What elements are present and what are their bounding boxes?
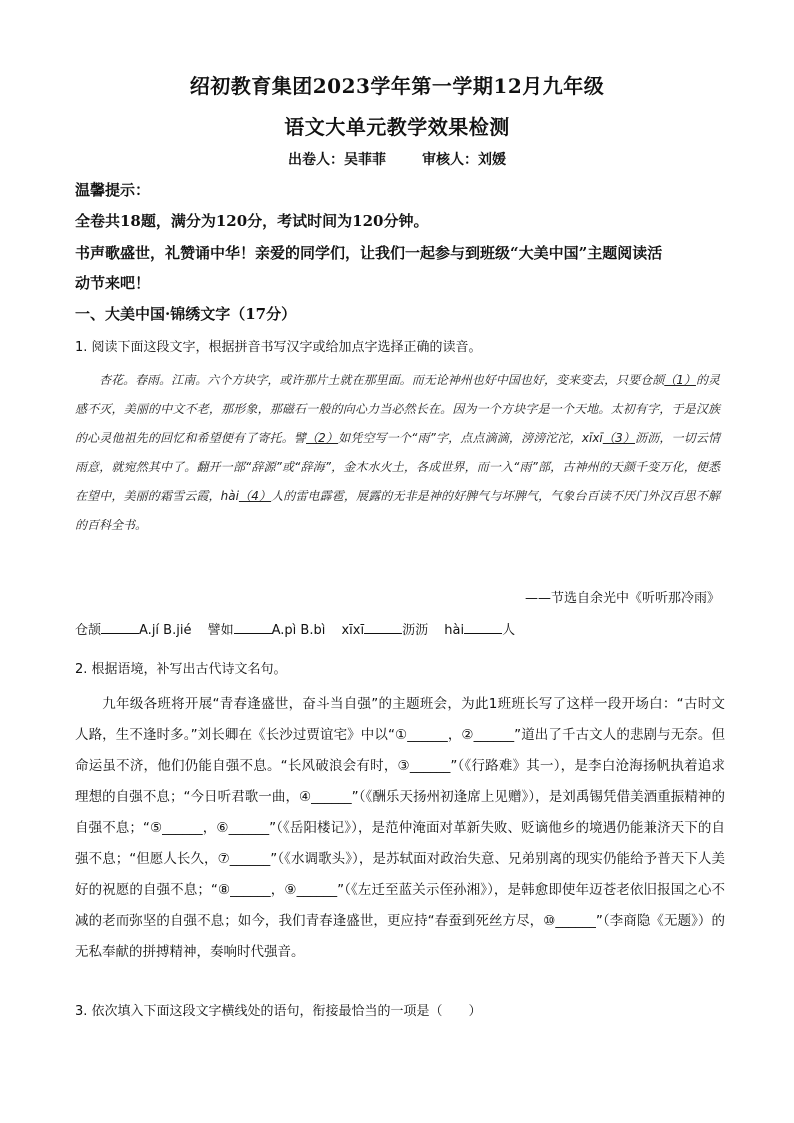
q1-passage: [75, 366, 720, 540]
answer-blank-2[interactable]: [234, 621, 272, 634]
choice4-tail: 人: [502, 623, 516, 638]
notice-line2: 书声歌盛世，礼赞诵中华！亲爱的同学们，让我们一起参与到班级“大美中国”主题阅读活: [75, 244, 663, 262]
exam-title-line1: 绍初教育集团2023学年第一学期12月九年级: [189, 74, 605, 98]
choice2-options: A.pì B.bì: [271, 623, 326, 638]
notice-line3: 动节来吧！: [75, 274, 151, 292]
blank-3: （3）: [602, 431, 636, 445]
blank-2: （2）: [306, 431, 339, 445]
answer-blank-4[interactable]: [464, 621, 502, 634]
q1-prompt: 1. 阅读下面这段文字，根据拼音书写汉字或给加点字选择正确的读音。: [75, 340, 482, 355]
choice1-options: A.jí B.jié: [139, 623, 192, 638]
section1-heading: 一、大美中国·锦绣文字（17分）: [75, 305, 297, 323]
passage-source: ——节选自余光中《听听那冷雨》: [524, 591, 720, 606]
q1-choices: [75, 619, 725, 638]
setter-name: 出卷人：吴菲菲: [288, 152, 386, 168]
choice1-word: 仓颉: [75, 623, 102, 638]
passage-part-a: 杏花。春雨。江南。六个方块字，或许那片土就在那里面。而无论神州也好中国也好，变来变去，只要仓颉: [99, 373, 665, 387]
q2-text: 九年级各班将开展“青春逢盛世，奋斗当自强”的主题班会，为此1班班长写了这样一段开场白：“古时文人路，生不逢时多。”刘长卿在《长沙过贾谊宅》中以“①______，②______”道出了千古文人的悲剧与无奈。但命运虽不济，他们仍能自强不息。“长风破浪会有时，③______”（《行路难》其一），是李白沧海扬帆执着追求理想的自强不息；“今日听君歌一曲，④______”（《酬乐天扬州初逢席上见赠》），是刘禹锡凭借美酒重振精神的自强不息；“⑤______，⑥______”（《岳阳楼记》），是范仲淹面对革新失败、贬谪他乡的境遇仍能兼济天下的自强不息；“但愿人长久，⑦______”（《水调歌头》），是苏轼面对政治失意、兄弟别离的现实仍能给予普天下人美好的祝愿的自强不息；“⑧______，⑨______”（《左迁至蓝关示侄孙湘》），是韩愈即使年迈苍老依旧报国之心不减的老而弥坚的自强不息；如今，我们青春逢盛世，更应持“春蚕到死丝方尽，⑩______”（李商隐《无题》）的无私奉献的拼搏精神，奏响时代强音。: [75, 696, 725, 960]
blank-1: （1）: [664, 373, 696, 387]
q2-prompt: 2. 根据语境，补写出古代诗文名句。: [75, 662, 287, 677]
choice4-word: hài: [444, 623, 465, 638]
answer-blank-3[interactable]: [364, 621, 402, 634]
choice3-tail: 沥沥: [402, 623, 429, 638]
choice2-word: 譬如: [207, 623, 234, 638]
passage-part-b: 的灵感不灭，美丽的中文不老，那形象，那磁石一般的向心力当必然长在。因为一个方块字是一个天地。太初有字，于是汉族的心灵他祖先的回忆和希望便有了寄托。譬: [75, 373, 720, 445]
author-line: [0, 149, 794, 169]
q2-paragraph: [75, 689, 725, 968]
reviewer-name: 审核人：刘媛: [422, 152, 506, 168]
notice-label: 温馨提示：: [75, 181, 151, 199]
notice-line1: 全卷共18题，满分为120分，考试时间为120分钟。: [75, 212, 429, 230]
passage-part-e: 人的雷电霹雹，展露的无非是神的好脾气与坏脾气，气象台百读不厌门外汉百思不解的百科全书。: [75, 489, 720, 532]
pinyin-3: xīxī: [581, 431, 603, 445]
q3-prompt: 3. 依次填入下面这段文字横线处的语句，衔接最恰当的一项是（ ）: [75, 1004, 482, 1019]
pinyin-4: hài: [220, 489, 239, 503]
passage-part-d: 沥沥，一切云情雨意，就宛然其中了。翻开一部“辞源”或“辞海”，金木水火土，各成世界，而一入“雨”部，古神州的天颜千变万化，便悉在望中，美丽的霜雪云霞，: [75, 431, 720, 503]
passage-part-c: 如凭空写一个“雨”字，点点滴滴，滂滂沱沱，: [338, 431, 582, 445]
choice3-word: xīxī: [341, 623, 365, 638]
answer-blank-1[interactable]: [101, 621, 139, 634]
exam-title-line2: 语文大单元教学效果检测: [284, 115, 510, 139]
blank-4: （4）: [238, 489, 272, 503]
